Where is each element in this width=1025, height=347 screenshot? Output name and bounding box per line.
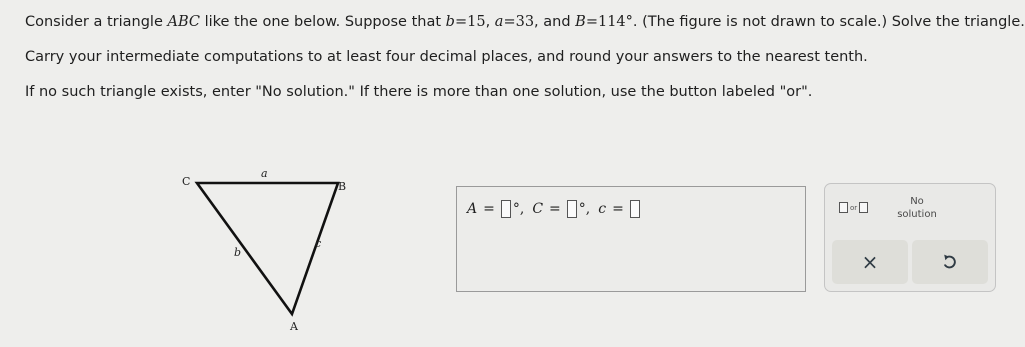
angle-c-input[interactable] [567, 200, 577, 218]
equals-sign: = [454, 14, 468, 30]
clear-button[interactable] [832, 240, 908, 284]
degree-separator: °, [512, 201, 525, 217]
question-text-segment: , and [534, 14, 576, 30]
no-solution-label-line2: solution [897, 209, 937, 220]
undo-button[interactable] [912, 240, 988, 284]
question-line-3: If no such triangle exists, enter "No solution." If there is more than one solution, use the button labeled "or". [25, 84, 813, 100]
a-variable: a [494, 14, 504, 30]
equals-sign: = [503, 14, 516, 30]
vertex-a-label: A [290, 320, 298, 333]
b-variable: b [445, 14, 455, 30]
question-line-2: Carry your intermediate computations to at least four decimal places, and round your answers to the nearest tenth. [25, 49, 868, 65]
equals-sign: = [483, 201, 495, 217]
triangle-figure [160, 162, 360, 340]
equals-sign: = [585, 14, 598, 30]
angle-a-input[interactable] [501, 200, 511, 218]
equals-sign: = [549, 201, 561, 217]
side-b-label: b [234, 246, 242, 259]
or-label: or [850, 203, 858, 212]
given-angle-b [575, 14, 633, 30]
undo-icon [941, 253, 959, 271]
angle-b-variable: B [575, 14, 586, 30]
triangle-diagram [160, 162, 360, 340]
a-value: 33 [515, 14, 535, 30]
question-text-segment: Consider a triangle [25, 14, 168, 30]
side-c-label: c [315, 237, 322, 250]
triangle-name: ABC [167, 14, 200, 30]
vertex-c-label: C [182, 175, 191, 188]
clear-icon: × [861, 250, 879, 274]
side-c-input[interactable] [630, 200, 640, 218]
equals-sign: = [612, 201, 624, 217]
question-text-segment: like the one below. Suppose that [199, 14, 446, 30]
answer-toolbox [824, 183, 996, 292]
no-solution-label-line1: No [910, 196, 924, 207]
or-button[interactable] [839, 202, 868, 213]
angle-c-variable: C [532, 201, 544, 217]
angle-b-value: 114° [597, 14, 633, 30]
side-c-variable: c [598, 201, 607, 217]
vertex-b-label: B [338, 180, 347, 193]
question-text-segment: , [485, 14, 495, 30]
given-b [446, 14, 486, 30]
placeholder-square-icon [859, 202, 868, 213]
given-a [495, 14, 534, 30]
question-text [25, 12, 1025, 102]
question-line-1 [25, 12, 1025, 32]
placeholder-square-icon [839, 202, 848, 213]
b-value: 15 [467, 14, 486, 30]
action-buttons [830, 240, 990, 284]
side-a-label: a [261, 167, 268, 180]
question-text-segment: . (The figure is not drawn to scale.) Solve the triangle. [632, 14, 1025, 30]
no-solution-button[interactable] [891, 195, 943, 221]
degree-separator: °, [578, 201, 591, 217]
answer-area [456, 186, 806, 292]
angle-a-variable: A [467, 201, 478, 217]
answer-line [467, 200, 640, 218]
